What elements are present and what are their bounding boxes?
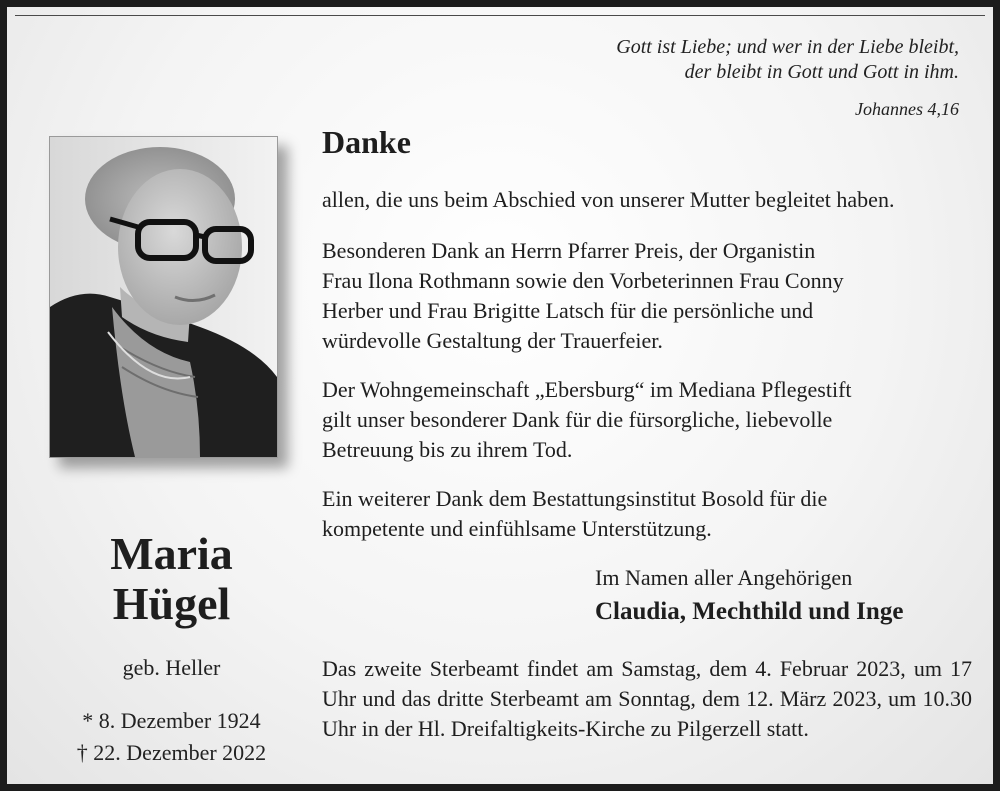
signature-names: Claudia, Mechthild und Inge (595, 598, 904, 625)
text-line: gilt unser besonderer Dank für die fürsorgliche, liebevolle (322, 407, 833, 432)
verse-line: Gott ist Liebe; und wer in der Liebe bleibt, (616, 36, 959, 58)
verse-line: der bleibt in Gott und Gott in ihm. (684, 61, 959, 83)
verse-reference: Johannes 4,16 (855, 99, 959, 119)
text-line: würdevolle Gestaltung der Trauerfeier. (322, 328, 663, 353)
thanks-paragraph-4 (322, 484, 972, 544)
first-name: Maria (110, 528, 233, 579)
text-line: allen, die uns beim Abschied von unserer Mutter begleitet haben. (322, 187, 895, 212)
death-date: † 22. Dezember 2022 (76, 740, 267, 765)
text-line: Der Wohngemeinschaft „Ebersburg“ im Mediana Pflegestift (322, 377, 852, 402)
text-line: Besonderen Dank an Herrn Pfarrer Preis, der Organistin (322, 238, 816, 263)
heading-danke: Danke (322, 124, 411, 160)
thanks-paragraph-2 (322, 236, 972, 356)
deceased-name (49, 529, 294, 629)
service-info: Das zweite Sterbeamt findet am Samstag, dem 4. Februar 2023, um 17 Uhr und das dritte Sterbeamt am Sonntag, dem 12. März 2023, um 10.30 Uhr in der Hl. Dreifaltigkeits-Kirche zu Pilgerzell statt. (322, 656, 972, 741)
last-name: Hügel (112, 578, 231, 629)
text-line: Betreuung bis zu ihrem Tod. (322, 437, 573, 462)
portrait-photo (49, 136, 278, 458)
text-line: Frau Ilona Rothmann sowie den Vorbeterinnen Frau Conny (322, 268, 844, 293)
portrait-image (50, 137, 277, 457)
text-line: Herber und Frau Brigitte Latsch für die persönliche und (322, 298, 814, 323)
bible-verse (616, 35, 959, 85)
signature-intro: Im Namen aller Angehörigen (595, 565, 853, 590)
text-line: Ein weiterer Dank dem Bestattungsinstitut Bosold für die (322, 486, 828, 511)
maiden-name: geb. Heller (122, 655, 221, 680)
top-rule (15, 15, 985, 17)
thanks-paragraph-1 (322, 185, 972, 215)
text-line: kompetente und einfühlsame Unterstützung. (322, 516, 712, 541)
birth-date: * 8. Dezember 1924 (82, 708, 261, 733)
thanks-paragraph-3 (322, 375, 972, 465)
